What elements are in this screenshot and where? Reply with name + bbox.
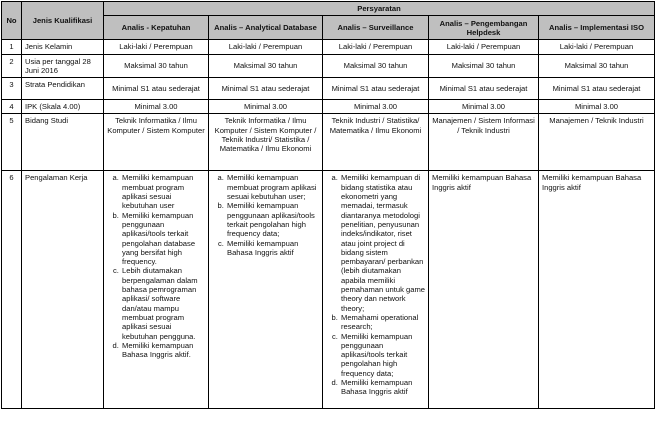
list-item: a. Memiliki kemampuan membuat program aplikasi sesuai kebutuhan user; xyxy=(226,173,319,201)
table-cell: Maksimal 30 tahun xyxy=(104,54,209,78)
table-cell: Laki-laki / Perempuan xyxy=(323,40,429,54)
requirement-list xyxy=(212,173,319,257)
table-cell: Minimal 3.00 xyxy=(209,100,323,114)
table-cell xyxy=(209,171,323,409)
requirement-list xyxy=(326,173,425,396)
row-number: 1 xyxy=(2,40,22,54)
header-col-implementasi-iso: Analis – Implementasi ISO xyxy=(539,16,655,40)
header-col-kepatuhan: Analis - Kepatuhan xyxy=(104,16,209,40)
table-row xyxy=(2,100,655,114)
header-row xyxy=(2,2,655,16)
header-col-pengembangan-helpdesk: Analis – Pengembangan Helpdesk xyxy=(429,16,539,40)
list-item: d. Memiliki kemampuan Bahasa Inggris aktif xyxy=(340,378,425,397)
table-cell: Minimal S1 atau sederajat xyxy=(323,78,429,100)
row-kualifikasi: Jenis Kelamin xyxy=(22,40,104,54)
row-number: 2 xyxy=(2,54,22,78)
table-cell: Minimal S1 atau sederajat xyxy=(104,78,209,100)
row-number: 5 xyxy=(2,114,22,171)
row-kualifikasi: Bidang Studi xyxy=(22,114,104,171)
row-kualifikasi: Strata Pendidikan xyxy=(22,78,104,100)
row-kualifikasi: Pengalaman Kerja xyxy=(22,171,104,409)
list-item: c. Memiliki kemampuan penggunaan aplikasi/tools terkait pengolahan high frequency data; xyxy=(340,332,425,378)
table-cell xyxy=(323,171,429,409)
table-cell: Maksimal 30 tahun xyxy=(323,54,429,78)
table-row xyxy=(2,78,655,100)
table-cell: Laki-laki / Perempuan xyxy=(429,40,539,54)
table-cell: Minimal S1 atau sederajat xyxy=(429,78,539,100)
list-item: a. Memiliki kemampuan membuat program aplikasi sesuai kebutuhan user xyxy=(121,173,205,210)
table-cell: Maksimal 30 tahun xyxy=(209,54,323,78)
row-number: 3 xyxy=(2,78,22,100)
list-item: c. Memiliki kemampuan Bahasa Inggris aktif xyxy=(226,239,319,258)
table-row xyxy=(2,114,655,171)
header-no: No xyxy=(2,2,22,40)
list-item: b. Memiliki kemampuan penggunaan aplikasi/tools terkait pengolahan database yang bersifat high frequency. xyxy=(121,211,205,267)
header-col-surveillance: Analis – Surveillance xyxy=(323,16,429,40)
table-cell: Maksimal 30 tahun xyxy=(429,54,539,78)
row-kualifikasi: Usia per tanggal 28 Juni 2016 xyxy=(22,54,104,78)
table-cell: Minimal 3.00 xyxy=(539,100,655,114)
list-item: b. Memahami operational research; xyxy=(340,313,425,332)
table-cell: Teknik Industri / Statistika/ Matematika / Ilmu Ekonomi xyxy=(323,114,429,171)
row-number: 6 xyxy=(2,171,22,409)
table-cell: Laki-laki / Perempuan xyxy=(539,40,655,54)
header-col-label: Analis – Analytical Database xyxy=(214,23,317,33)
row-number: 4 xyxy=(2,100,22,114)
table-cell: Laki-laki / Perempuan xyxy=(209,40,323,54)
requirement-list xyxy=(107,173,205,359)
table-cell: Minimal S1 atau sederajat xyxy=(539,78,655,100)
table-cell: Memiliki kemampuan Bahasa Inggris aktif xyxy=(429,171,539,409)
table-row xyxy=(2,40,655,54)
header-persyaratan: Persyaratan xyxy=(104,2,655,16)
table-row xyxy=(2,54,655,78)
list-item: a. Memiliki kemampuan di bidang statistika atau ekonometri yang memadai, termasuk diantaranya metodologi penelitian, penyusunan indeks/indikator, riset atau joint project di bidang sistem pembayaran/ perbankan (lebih diutamakan apabila memiliki pemahaman untuk game theory dan network theory; xyxy=(340,173,425,312)
list-item: d. Memiliki kemampuan Bahasa Inggris aktif. xyxy=(121,341,205,360)
list-item: c. Lebih diutamakan berpengalaman dalam bahasa pemrograman aplikasi/ software dan/atau mampu membuat program aplikasi sesuai kebutuhan pengguna. xyxy=(121,266,205,340)
row-kualifikasi: IPK (Skala 4.00) xyxy=(22,100,104,114)
list-item: b. Memiliki kemampuan penggunaan aplikasi/tools terkait pengolahan high frequency data; xyxy=(226,201,319,238)
table-cell: Teknik Informatika / Ilmu Komputer / Sistem Komputer / Teknik Industri/ Statistika / Matematika / Ilmu Ekonomi xyxy=(209,114,323,171)
table-cell: Minimal S1 atau sederajat xyxy=(209,78,323,100)
table-cell: Manajemen / Sistem Informasi / Teknik Industri xyxy=(429,114,539,171)
table-cell: Maksimal 30 tahun xyxy=(539,54,655,78)
table-cell: Minimal 3.00 xyxy=(429,100,539,114)
header-col-analytical-database xyxy=(209,16,323,40)
table-cell: Minimal 3.00 xyxy=(323,100,429,114)
table-cell: Memiliki kemampuan Bahasa Inggris aktif xyxy=(539,171,655,409)
requirements-table xyxy=(1,1,655,409)
table-cell: Laki-laki / Perempuan xyxy=(104,40,209,54)
table-cell: Teknik Informatika / Ilmu Komputer / Sistem Komputer xyxy=(104,114,209,171)
header-jenis-kualifikasi: Jenis Kualifikasi xyxy=(22,2,104,40)
table-cell: Minimal 3.00 xyxy=(104,100,209,114)
table-cell xyxy=(104,171,209,409)
table-cell: Manajemen / Teknik Industri xyxy=(539,114,655,171)
table-row xyxy=(2,171,655,409)
